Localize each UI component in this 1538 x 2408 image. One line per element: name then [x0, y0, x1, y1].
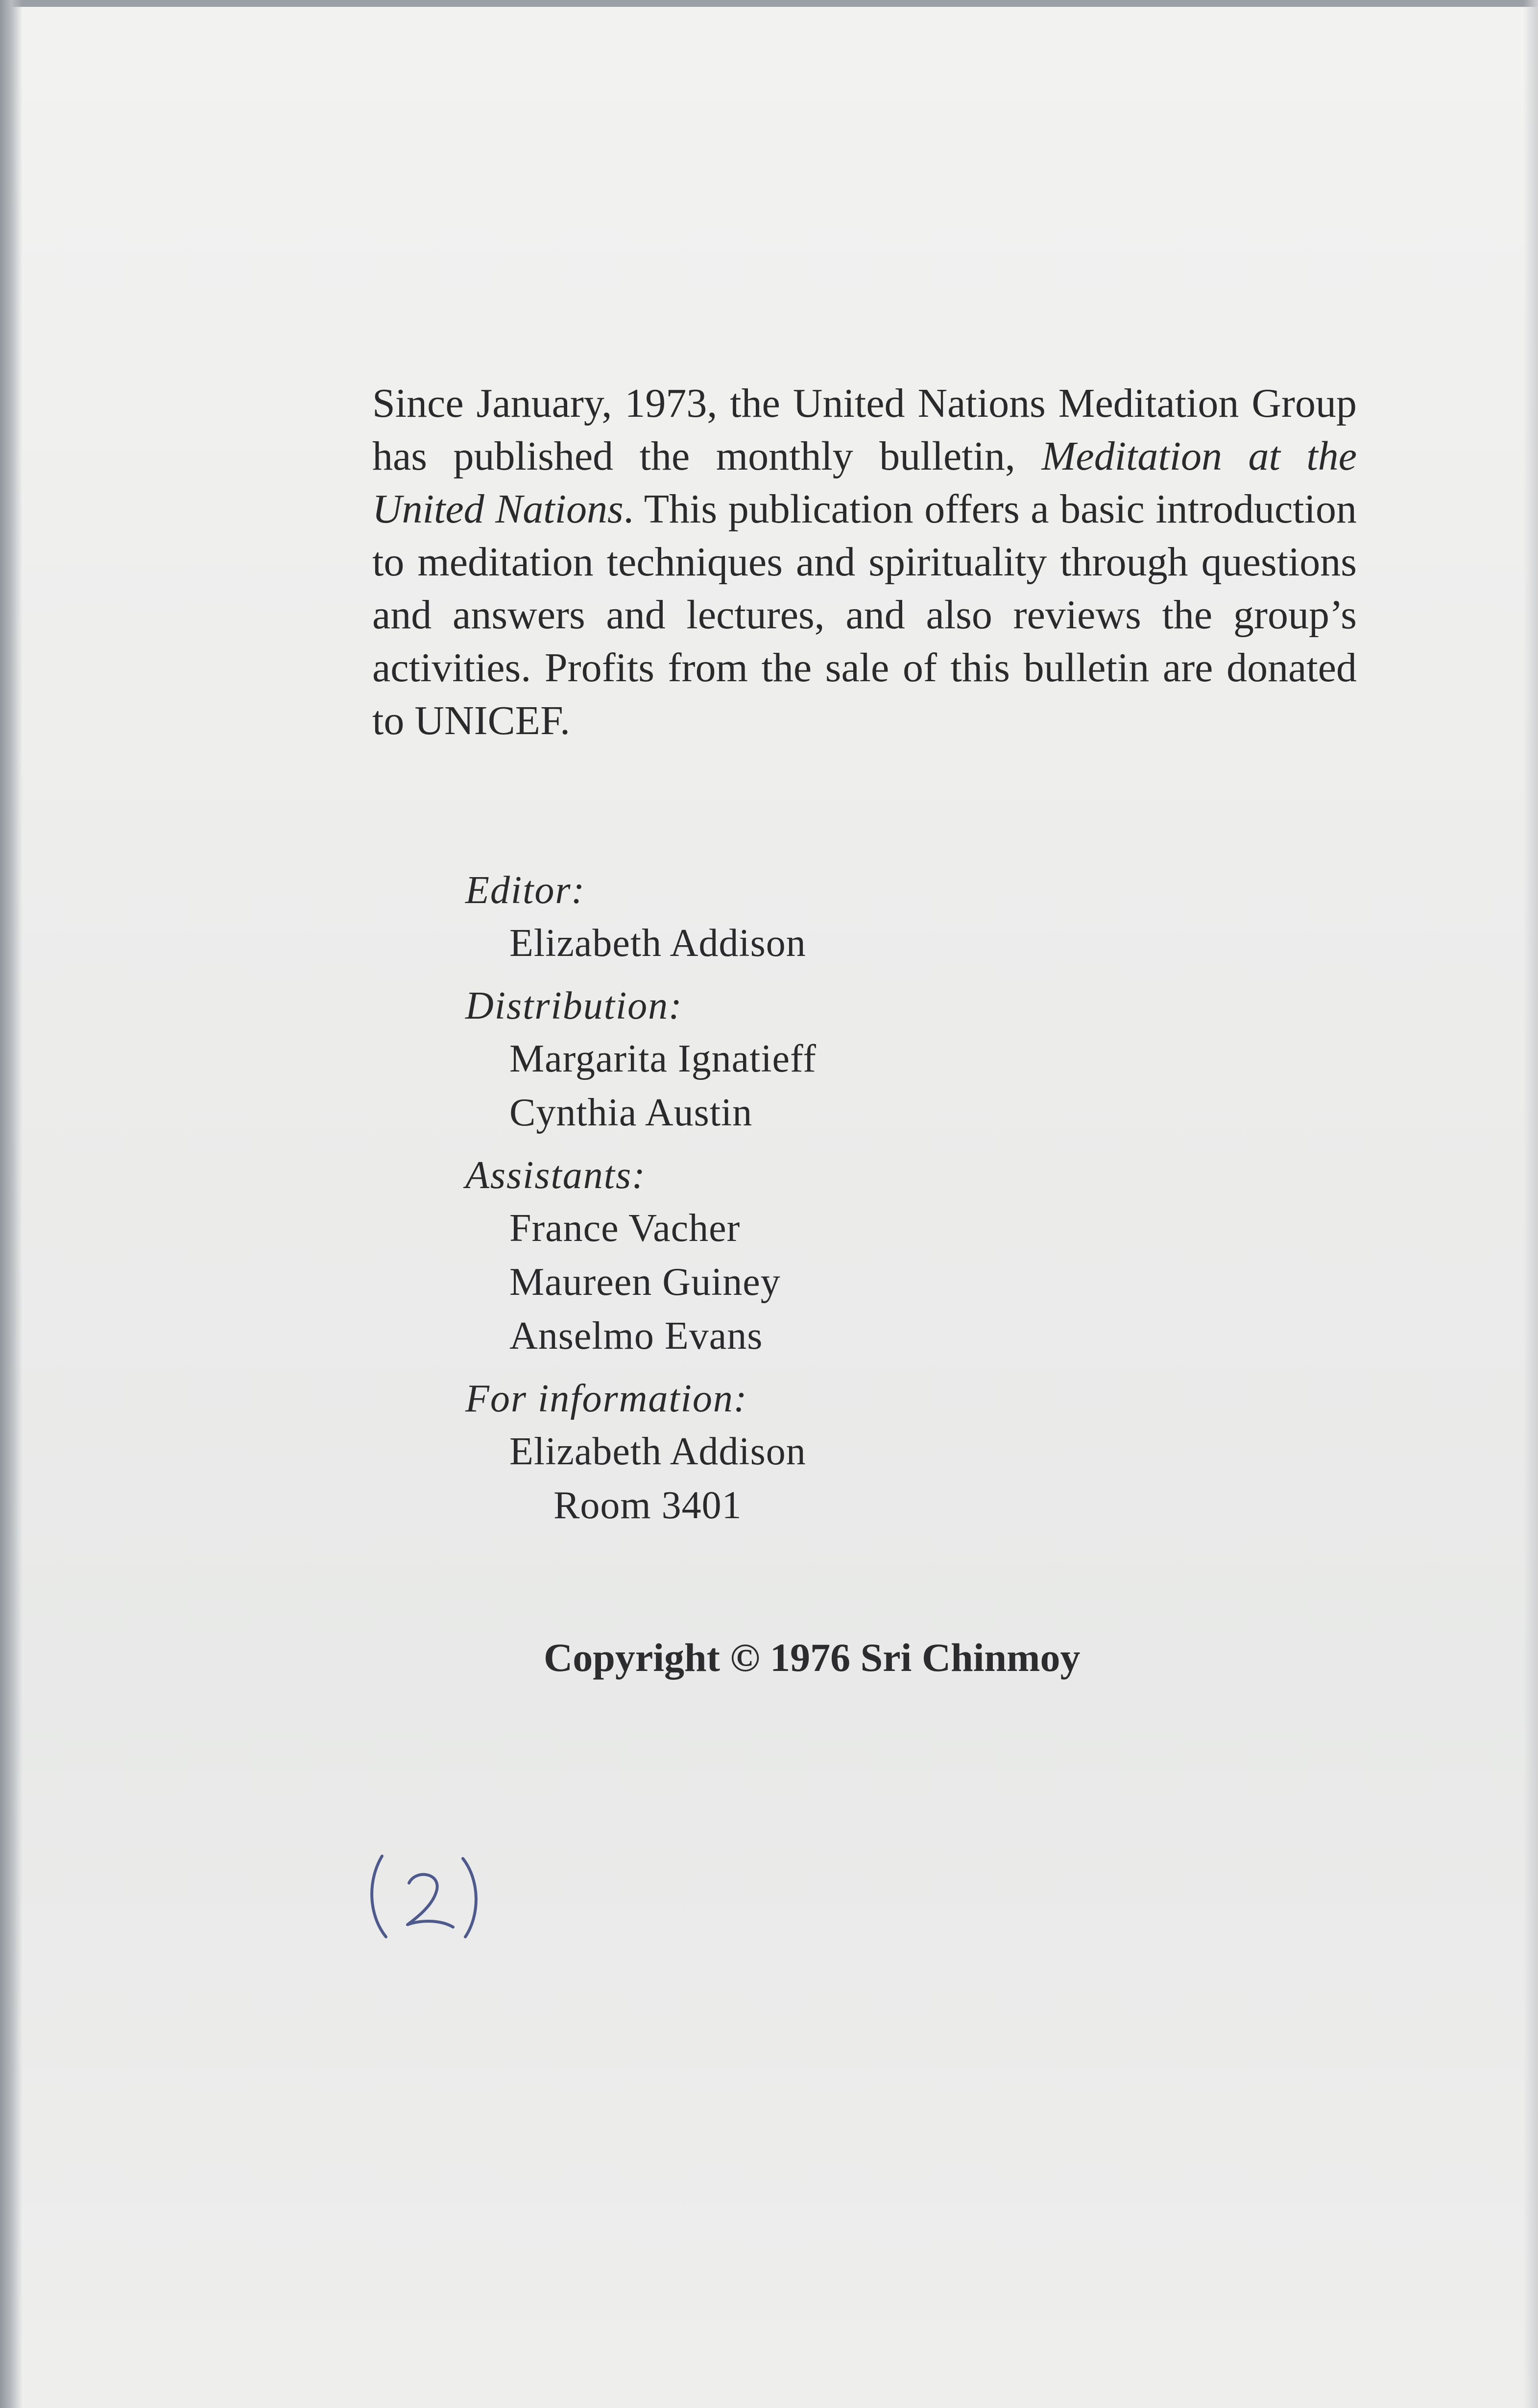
information-label: For information:: [465, 1377, 748, 1420]
information-room: Room 3401: [553, 1484, 742, 1527]
page-top-edge: [0, 0, 1538, 7]
assistant-name: Anselmo Evans: [509, 1314, 763, 1358]
assistants-label: Assistants:: [465, 1154, 646, 1197]
distribution-name: Cynthia Austin: [509, 1091, 753, 1134]
intro-text: [372, 377, 1357, 747]
editor-label: Editor:: [465, 869, 586, 912]
information-contact-name: Elizabeth Addison: [509, 1430, 806, 1473]
page-left-edge: [0, 0, 23, 2408]
intro-text-end: . This publication offers a basic introduction to meditation techniques and spirituality through questions and answers and lectures, and also reviews the group’s activities. Profits from the sale of this bulletin are donated to UNICEF.: [372, 486, 1357, 743]
distribution-name: Margarita Ignatieff: [509, 1037, 817, 1080]
copyright-notice: Copyright © 1976 Sri Chinmoy: [544, 1635, 1081, 1680]
credits-list: [465, 855, 1347, 1532]
assistant-name: Maureen Guiney: [509, 1261, 781, 1304]
intro-paragraph: [372, 377, 1357, 747]
intro-text-start: Since January, 1973, the United Nations Meditation Group has published the monthly bulletin,: [372, 381, 1357, 479]
bulletin-title: Meditation at the United Nations: [372, 433, 1357, 532]
distribution-label: Distribution:: [465, 984, 683, 1027]
handwritten-page-number: [362, 1846, 490, 1944]
editor-name: Elizabeth Addison: [509, 922, 806, 965]
assistant-name: France Vacher: [509, 1207, 741, 1250]
page-right-edge: [1523, 0, 1538, 2408]
